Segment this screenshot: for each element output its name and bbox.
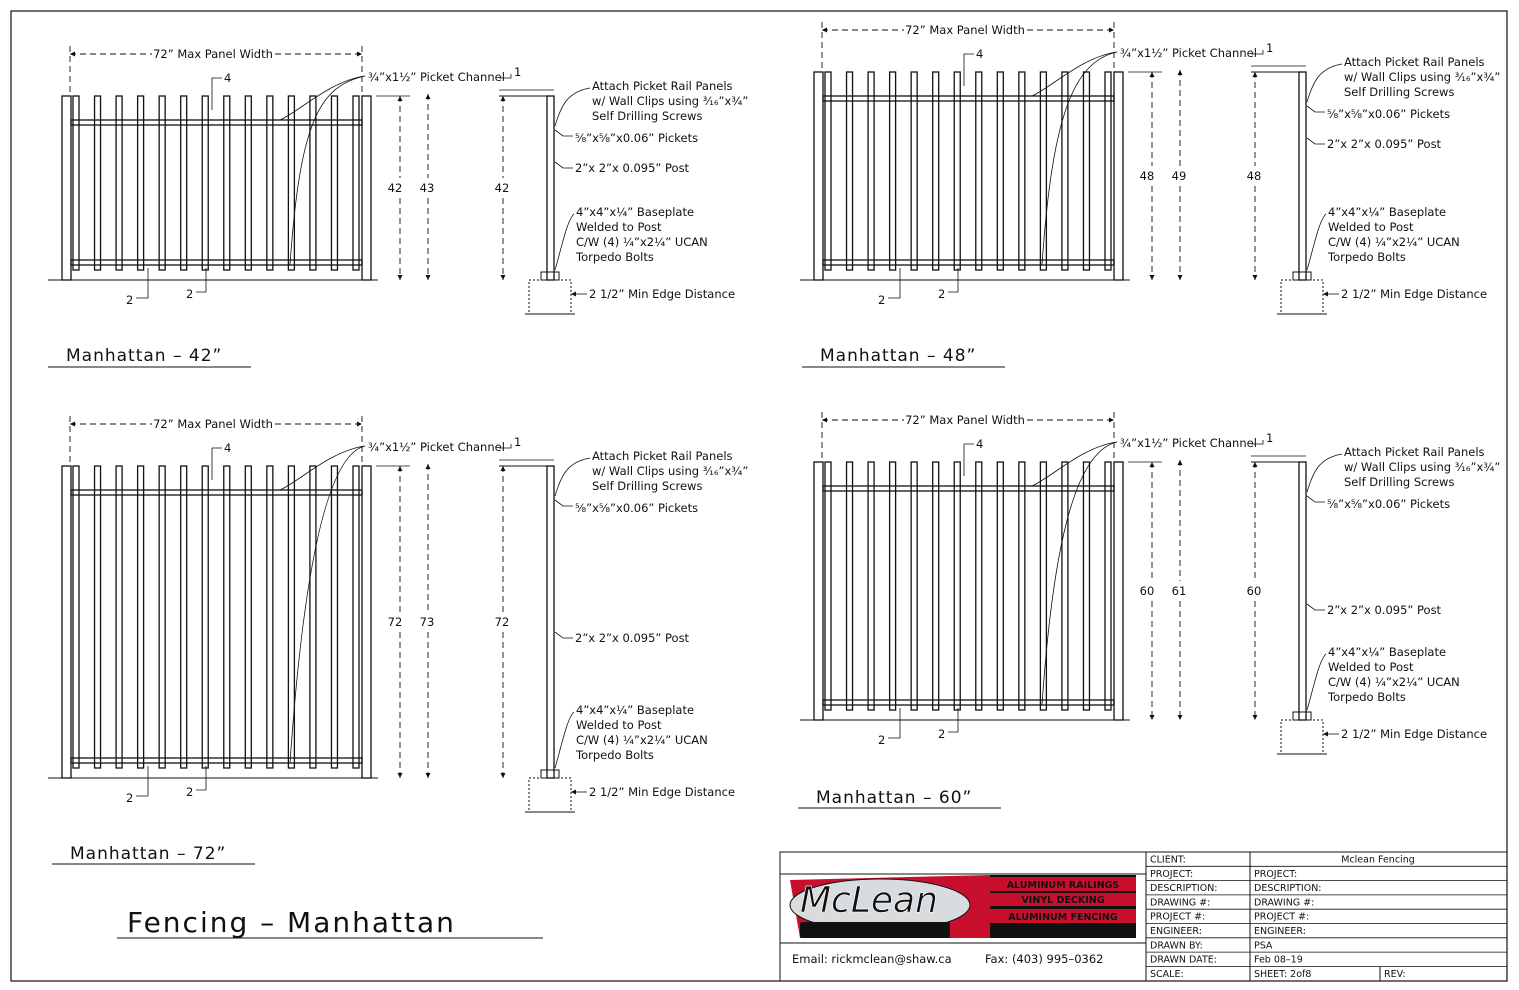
side-top-dim: 1 [1266, 41, 1274, 55]
attach-note-line: Attach Picket Rail Panels [592, 79, 733, 93]
picket [202, 96, 208, 270]
picket [224, 466, 230, 768]
title-block-value: ENGINEER: [1254, 926, 1306, 937]
top-rail [71, 120, 362, 125]
left-post [814, 72, 823, 280]
picket [1040, 72, 1046, 270]
picket [1105, 462, 1111, 710]
title-block-value: Mclean Fencing [1341, 854, 1415, 866]
arrowhead [1178, 460, 1183, 465]
arrowhead [571, 292, 576, 297]
right-post [362, 96, 371, 280]
picket [847, 462, 853, 710]
arrowhead [426, 773, 431, 778]
title-block-label: DESCRIPTION: [1150, 883, 1218, 895]
drawing-manhattan-60 [798, 412, 1500, 808]
rail-gap-leader-1 [888, 708, 900, 738]
baseplate-note-line: Welded to Post [576, 220, 662, 234]
logo-name: McLean [800, 880, 938, 921]
arrowhead [426, 94, 431, 99]
picket [954, 72, 960, 270]
max-panel-width-label: 72” Max Panel Width [153, 47, 273, 61]
max-panel-width-label: 72” Max Panel Width [905, 413, 1025, 427]
picket [95, 466, 101, 768]
arrowhead [1323, 292, 1328, 297]
arrowhead [1150, 462, 1155, 467]
picket [202, 466, 208, 768]
picket [825, 72, 831, 270]
spacing-leader [212, 448, 222, 480]
picket [1083, 72, 1089, 270]
pickets-note: ⅝”x⅝”x0.06” Pickets [575, 501, 699, 515]
attach-note-line: w/ Wall Clips using ³⁄₁₆”x¾” [1344, 460, 1501, 474]
picket [1062, 462, 1068, 710]
arrowhead [70, 422, 75, 427]
side-top-dim: 1 [514, 65, 522, 79]
arrowhead [426, 464, 431, 469]
picket [825, 462, 831, 710]
picket-channel-leader [290, 446, 365, 763]
top-rail [71, 490, 362, 495]
picket [353, 466, 359, 768]
concrete-footing [529, 778, 571, 812]
bottom-rail [71, 260, 362, 265]
bottom-rail [823, 260, 1114, 265]
attach-note-line: Self Drilling Screws [1344, 85, 1455, 99]
picket [890, 72, 896, 270]
arrowhead [571, 790, 576, 795]
baseplate [541, 770, 559, 778]
title-block [780, 852, 1507, 981]
picket-spacing-dim: 4 [976, 437, 984, 451]
arrowhead [398, 773, 403, 778]
drawing-title: Manhattan – 72” [70, 844, 227, 864]
side-top-dim: 1 [1266, 431, 1274, 445]
side-height-dim: 42 [494, 181, 510, 195]
title-block-value: PSA [1254, 940, 1273, 952]
picket [847, 72, 853, 270]
attach-note-line: Self Drilling Screws [592, 479, 703, 493]
picket [310, 96, 316, 270]
side-post [547, 466, 554, 778]
attach-leader [1307, 454, 1342, 492]
picket [159, 466, 165, 768]
picket [890, 462, 896, 710]
drawing-title: Manhattan – 60” [816, 788, 973, 808]
side-top-dim: 1 [514, 435, 522, 449]
arrowhead [501, 96, 506, 101]
attach-note-line: Self Drilling Screws [592, 109, 703, 123]
contact-email: Email: rickmclean@shaw.ca [792, 952, 952, 966]
rail-gap-dim-1: 2 [878, 733, 886, 747]
left-post [62, 466, 71, 778]
picket [353, 96, 359, 270]
baseplate-note-line: Torpedo Bolts [576, 250, 654, 264]
arrowhead [501, 773, 506, 778]
baseplate [1293, 712, 1311, 720]
logo-service-3: ALUMINUM FENCING [1008, 912, 1118, 923]
edge-distance-note: 2 1/2” Min Edge Distance [1341, 287, 1488, 301]
baseplate-note-line: Torpedo Bolts [1328, 250, 1406, 264]
baseplate-note-line: 4”x4”x¼” Baseplate [576, 703, 695, 717]
arrowhead [357, 52, 362, 57]
picket [868, 462, 874, 710]
side-post [1299, 462, 1306, 720]
picket-spacing-dim: 4 [224, 71, 232, 85]
baseplate-note-line: Welded to Post [1328, 220, 1414, 234]
arrowhead [822, 28, 827, 33]
picket [73, 466, 79, 768]
panel-height-dim: 60 [1139, 584, 1155, 598]
rail-gap-dim-2: 2 [186, 785, 194, 799]
sheet-border [11, 11, 1507, 981]
attach-note-line: Attach Picket Rail Panels [592, 449, 733, 463]
contact-fax: Fax: (403) 995–0362 [985, 952, 1104, 966]
arrowhead [501, 466, 506, 471]
overall-height-dim: 49 [1171, 169, 1187, 183]
picket [1040, 462, 1046, 710]
picket [997, 72, 1003, 270]
picket [181, 96, 187, 270]
rail-gap-dim-1: 2 [126, 791, 134, 805]
bottom-rail [823, 700, 1114, 705]
arrowhead [1253, 72, 1258, 77]
baseplate-leader [555, 712, 574, 768]
arrowhead [1253, 462, 1258, 467]
panel-height-dim: 42 [387, 181, 403, 195]
picket [997, 462, 1003, 710]
logo-contracting: CONTRACTING [806, 924, 923, 939]
side-post [1299, 72, 1306, 280]
attach-leader [555, 458, 590, 496]
logo-service-1: ALUMINUM RAILINGS [1006, 880, 1120, 891]
picket [1062, 72, 1068, 270]
baseplate [541, 272, 559, 280]
spacing-leader [964, 54, 974, 86]
attach-note-line: Attach Picket Rail Panels [1344, 55, 1485, 69]
panel-height-dim: 72 [387, 615, 403, 629]
pickets-note: ⅝”x⅝”x0.06” Pickets [1327, 107, 1451, 121]
baseplate-note-line: Torpedo Bolts [1328, 690, 1406, 704]
edge-distance-note: 2 1/2” Min Edge Distance [589, 785, 736, 799]
rail-gap-dim-2: 2 [938, 287, 946, 301]
picket [976, 72, 982, 270]
pickets-leader [1307, 106, 1325, 112]
picket-channel-leader-2 [280, 76, 365, 120]
picket [1105, 72, 1111, 270]
baseplate-note-line: C/W (4) ¼”x2¼” UCAN [576, 733, 708, 747]
rail-gap-dim-1: 2 [878, 293, 886, 307]
picket [331, 96, 337, 270]
pickets-leader [555, 500, 573, 506]
side-height-dim: 48 [1246, 169, 1262, 183]
baseplate-leader [1307, 214, 1326, 270]
concrete-footing [529, 280, 571, 314]
baseplate-note-line: 4”x4”x¼” Baseplate [576, 205, 695, 219]
arrowhead [1150, 715, 1155, 720]
side-post [547, 96, 554, 280]
rail-gap-leader-1 [136, 268, 148, 298]
arrowhead [70, 52, 75, 57]
arrowhead [357, 422, 362, 427]
title-block-label: DRAWN DATE: [1150, 954, 1217, 966]
picket [1019, 72, 1025, 270]
baseplate-note-line: C/W (4) ¼”x2¼” UCAN [576, 235, 708, 249]
title-block-label: DRAWING #: [1150, 897, 1211, 909]
picket [933, 462, 939, 710]
rail-gap-leader-1 [888, 268, 900, 298]
overall-height-dim: 73 [419, 615, 435, 629]
arrowhead [1178, 715, 1183, 720]
picket-channel-leader [290, 76, 365, 265]
side-height-dim: 72 [494, 615, 510, 629]
picket-spacing-dim: 4 [224, 441, 232, 455]
attach-leader [555, 88, 590, 126]
picket-channel-leader-2 [280, 446, 365, 490]
pickets-note: ⅝”x⅝”x0.06” Pickets [1327, 497, 1451, 511]
max-panel-width-label: 72” Max Panel Width [905, 23, 1025, 37]
baseplate-note-line: 4”x4”x¼” Baseplate [1328, 205, 1447, 219]
arrowhead [1109, 28, 1114, 33]
picket-channel-leader [1042, 442, 1117, 705]
title-block-value: SHEET: 2of8 [1254, 968, 1312, 980]
rail-gap-dim-1: 2 [126, 293, 134, 307]
picket-channel-label: ¾”x1½” Picket Channel [368, 70, 505, 84]
panel-height-dim: 48 [1139, 169, 1155, 183]
concrete-footing [1281, 720, 1323, 754]
picket [116, 466, 122, 768]
pickets-note: ⅝”x⅝”x0.06” Pickets [575, 131, 699, 145]
picket [138, 96, 144, 270]
max-panel-width-label: 72” Max Panel Width [153, 417, 273, 431]
baseplate-note-line: C/W (4) ¼”x2¼” UCAN [1328, 675, 1460, 689]
right-post [362, 466, 371, 778]
picket-channel-label: ¾”x1½” Picket Channel [368, 440, 505, 454]
arrowhead [1178, 275, 1183, 280]
picket-spacing-dim: 4 [976, 47, 984, 61]
picket [224, 96, 230, 270]
spacing-leader [212, 78, 222, 110]
picket [288, 466, 294, 768]
picket-channel-leader [1042, 52, 1117, 265]
sheet-title: Fencing – Manhattan [127, 906, 456, 939]
title-block-label: PROJECT: [1150, 868, 1194, 880]
baseplate-note-line: 4”x4”x¼” Baseplate [1328, 645, 1447, 659]
arrowhead [1150, 72, 1155, 77]
picket [331, 466, 337, 768]
attach-note-line: w/ Wall Clips using ³⁄₁₆”x¾” [1344, 70, 1501, 84]
picket [954, 462, 960, 710]
picket [181, 466, 187, 768]
title-block-label: PROJECT #: [1150, 911, 1206, 923]
baseplate-note-line: Welded to Post [1328, 660, 1414, 674]
arrowhead [1253, 275, 1258, 280]
post-note: 2”x 2”x 0.095” Post [575, 161, 690, 175]
drawing-title: Manhattan – 48” [820, 346, 977, 366]
picket [868, 72, 874, 270]
picket [73, 96, 79, 270]
picket [116, 96, 122, 270]
post-leader [555, 162, 573, 168]
rail-gap-dim-2: 2 [938, 727, 946, 741]
title-block-extra: REV: [1384, 968, 1406, 980]
picket [245, 466, 251, 768]
drawing-title: Manhattan – 42” [66, 346, 223, 366]
title-block-value: PROJECT: [1254, 868, 1298, 880]
arrowhead [1178, 70, 1183, 75]
title-block-value: DRAWING #: [1254, 897, 1315, 909]
rail-gap-dim-2: 2 [186, 287, 194, 301]
arrowhead [1150, 275, 1155, 280]
title-block-label: CLIENT: [1150, 854, 1186, 866]
left-post [62, 96, 71, 280]
picket [1083, 462, 1089, 710]
top-rail [823, 486, 1114, 491]
overall-height-dim: 43 [419, 181, 435, 195]
picket [267, 466, 273, 768]
baseplate-note-line: Torpedo Bolts [576, 748, 654, 762]
attach-leader [1307, 64, 1342, 102]
picket-channel-label: ¾”x1½” Picket Channel [1120, 436, 1257, 450]
picket [933, 72, 939, 270]
arrowhead [1109, 418, 1114, 423]
company-logo [784, 875, 1140, 940]
post-note: 2”x 2”x 0.095” Post [1327, 137, 1442, 151]
arrowhead [426, 275, 431, 280]
picket [976, 462, 982, 710]
baseplate-leader [555, 214, 574, 270]
picket [245, 96, 251, 270]
arrowhead [398, 275, 403, 280]
title-block-value: Feb 08–19 [1254, 954, 1303, 966]
drawing-manhattan-42 [48, 46, 748, 367]
baseplate [1293, 272, 1311, 280]
attach-note-line: w/ Wall Clips using ³⁄₁₆”x¾” [592, 94, 749, 108]
attach-note-line: Self Drilling Screws [1344, 475, 1455, 489]
overall-height-dim: 61 [1171, 584, 1187, 598]
title-block-label: ENGINEER: [1150, 926, 1202, 937]
picket [138, 466, 144, 768]
side-height-dim: 60 [1246, 584, 1262, 598]
picket [310, 466, 316, 768]
title-block-label: SCALE: [1150, 968, 1184, 980]
picket-channel-label: ¾”x1½” Picket Channel [1120, 46, 1257, 60]
picket [267, 96, 273, 270]
post-leader [1307, 604, 1325, 610]
bottom-rail [71, 758, 362, 763]
post-leader [555, 632, 573, 638]
logo-phone: 403.995.0361 [1016, 925, 1110, 939]
picket-channel-leader-2 [1032, 442, 1117, 486]
arrowhead [1253, 715, 1258, 720]
arrowhead [1323, 732, 1328, 737]
baseplate-note-line: C/W (4) ¼”x2¼” UCAN [1328, 235, 1460, 249]
picket [911, 72, 917, 270]
concrete-footing [1281, 280, 1323, 314]
arrowhead [501, 275, 506, 280]
title-block-value: PROJECT #: [1254, 911, 1310, 923]
title-block-value: DESCRIPTION: [1254, 883, 1322, 895]
picket [911, 462, 917, 710]
title-block-label: DRAWN BY: [1150, 940, 1203, 952]
picket [1019, 462, 1025, 710]
right-post [1114, 462, 1123, 720]
pickets-leader [555, 130, 573, 136]
drawing-manhattan-48 [800, 22, 1500, 367]
arrowhead [398, 96, 403, 101]
logo-service-2: VINYL DECKING [1021, 895, 1105, 906]
baseplate-leader [1307, 654, 1326, 710]
arrowhead [398, 466, 403, 471]
spacing-leader [964, 444, 974, 476]
left-post [814, 462, 823, 720]
post-leader [1307, 138, 1325, 144]
post-note: 2”x 2”x 0.095” Post [1327, 603, 1442, 617]
pickets-leader [1307, 496, 1325, 502]
picket [95, 96, 101, 270]
attach-note-line: Attach Picket Rail Panels [1344, 445, 1485, 459]
picket [159, 96, 165, 270]
drawing-manhattan-72 [48, 416, 748, 864]
edge-distance-note: 2 1/2” Min Edge Distance [1341, 727, 1488, 741]
rail-gap-leader-1 [136, 766, 148, 796]
arrowhead [822, 418, 827, 423]
baseplate-note-line: Welded to Post [576, 718, 662, 732]
edge-distance-note: 2 1/2” Min Edge Distance [589, 287, 736, 301]
attach-note-line: w/ Wall Clips using ³⁄₁₆”x¾” [592, 464, 749, 478]
post-note: 2”x 2”x 0.095” Post [575, 631, 690, 645]
right-post [1114, 72, 1123, 280]
